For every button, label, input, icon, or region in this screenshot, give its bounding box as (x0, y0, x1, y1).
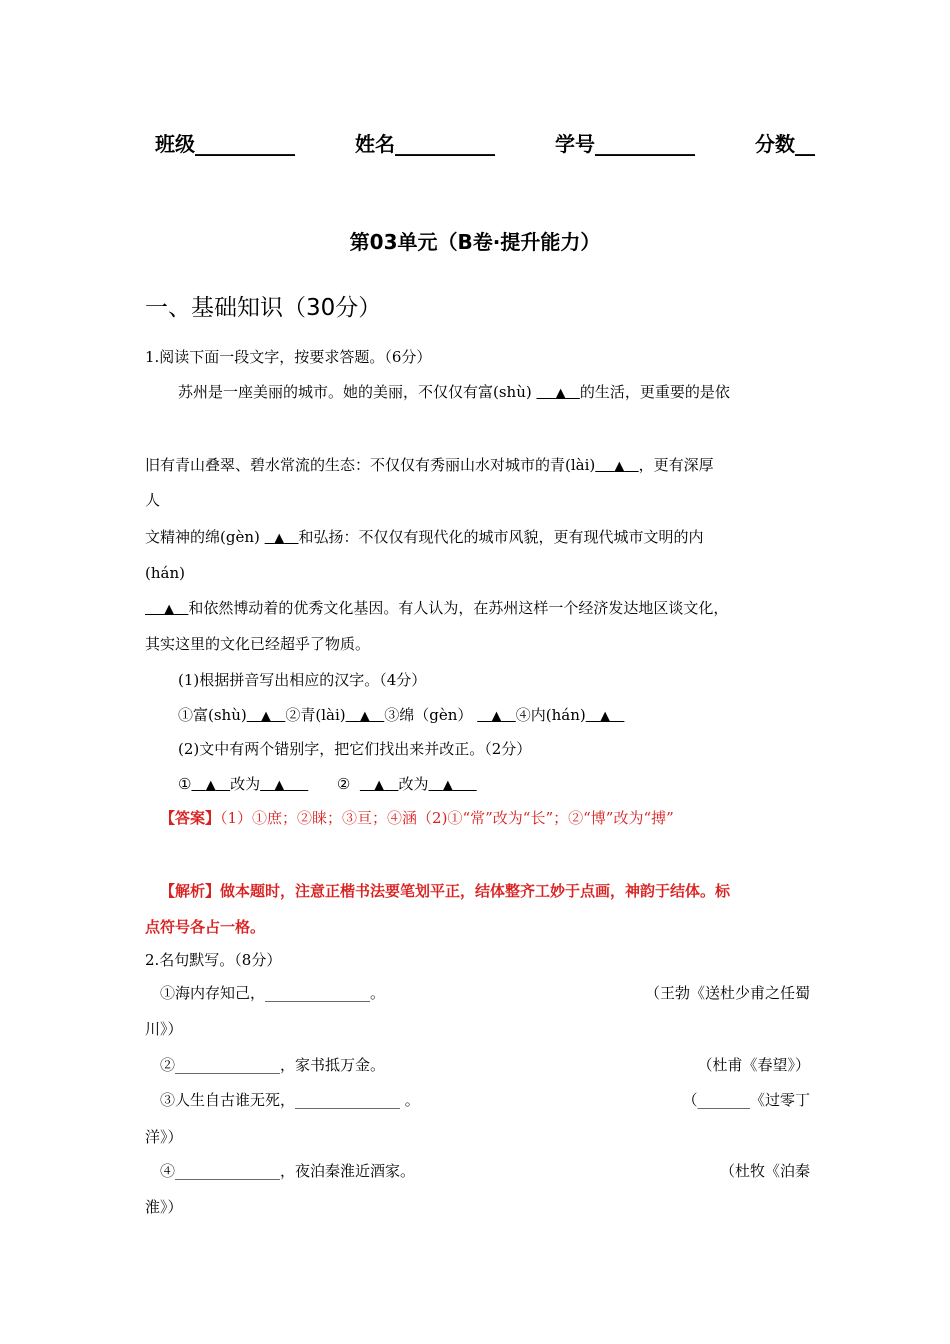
q2-source-4b: 淮》） (145, 1198, 183, 1216)
correct-char-blank-2[interactable]: ▲ (442, 778, 453, 793)
q1-passage-line-5: 其实这里的文化已经超乎了物质。 (145, 635, 371, 653)
q2-source-1b: 川》） (145, 1020, 183, 1038)
q2-line-4: ④______________，夜泊秦淮近酒家。 (160, 1162, 416, 1180)
q2-line-2: ②______________，家书抵万金。 (160, 1056, 386, 1074)
q2-line-1: ①海内存知己，______________。 (160, 984, 386, 1002)
class-field[interactable]: 班级__________ (155, 132, 295, 156)
q1-passage-line-1: 苏州是一座美丽的城市。她的美丽，不仅仅有富(shù) ▲ 的生活，更重要的是依 (178, 383, 730, 401)
q1-sub2-answers: ① ▲ 改为 ▲ ② ▲ 改为 ▲ (178, 774, 843, 796)
q1-passage-line-2: 旧有青山叠翠、碧水常流的生态：不仅仅有秀丽山水对城市的青(lài) ▲ ，更有深厚 (145, 456, 714, 474)
q2-source-3: （_______《过零丁 (682, 1091, 810, 1109)
answer-blank-3[interactable]: ▲ (491, 709, 502, 724)
q2-source-4: （杜牧《泊秦 (719, 1162, 810, 1180)
q1-passage-line-3: 文精神的绵(gèn) ▲ 和弘扬：不仅仅有现代化的城市风貌，更有现代城市文明的内 (145, 528, 704, 546)
q2-source-1: （王勃《送杜少甫之任蜀 (644, 984, 810, 1002)
blank-3: ▲ (274, 531, 285, 546)
q1-stem: 1.阅读下面一段文字，按要求答题。（6分） (145, 348, 432, 366)
answer-blank-1[interactable]: ▲ (261, 709, 272, 724)
student-info-header (155, 128, 815, 157)
answer-blank-4[interactable]: ▲ (600, 709, 611, 724)
name-field[interactable]: 姓名__________ (355, 132, 495, 156)
q1-analysis-line-1: 【解析】做本题时，注意正楷书法要笔划平正，结体整齐工妙于点画，神韵于结体。标 (160, 882, 731, 900)
q1-passage-line-2b: 人 (145, 491, 161, 509)
wrong-char-blank-2[interactable]: ▲ (374, 778, 385, 793)
q1-answer: 【答案】（1）①庶；②睐；③亘；④涵（2)①“常”改为“长”；②“博”改为“搏” (160, 809, 674, 827)
page-title: 第03单元（B卷·提升能力） (349, 230, 601, 254)
q1-passage-line-4: ▲ 和依然博动着的优秀文化基因。有人认为，在苏州这样一个经济发达地区谈文化， (145, 598, 810, 620)
q1-analysis-line-2: 点符号各占一格。 (145, 918, 266, 936)
student-id-field[interactable]: 学号__________ (555, 132, 695, 156)
q2-source-2: （杜甫《春望》） (697, 1056, 810, 1074)
correct-char-blank-1[interactable]: ▲ (274, 778, 285, 793)
q2-line-3: ③人生自古谁无死，______________ 。 (160, 1091, 420, 1109)
q2-stem: 2.名句默写。（8分） (145, 951, 282, 969)
q1-sub1-answers: ①富(shù) ▲ ②青(lài) ▲ ③绵（gèn） ▲ ④内(hán) ▲ (178, 705, 843, 727)
section-heading: 一、基础知识（30分） (145, 295, 382, 321)
q2-source-3b: 洋》） (145, 1128, 183, 1146)
score-field[interactable]: 分数__ (755, 132, 815, 156)
q1-sub2: (2)文中有两个错别字，把它们找出来并改正。（2分） (178, 740, 532, 758)
blank-2: ▲ (614, 459, 625, 474)
q1-sub1: (1)根据拼音写出相应的汉字。（4分） (178, 671, 427, 689)
blank-1: ▲ (555, 386, 566, 401)
q1-passage-line-3b: (hán) (145, 564, 185, 582)
wrong-char-blank-1[interactable]: ▲ (205, 778, 216, 793)
blank-4: ▲ (164, 602, 175, 617)
answer-blank-2[interactable]: ▲ (359, 709, 370, 724)
